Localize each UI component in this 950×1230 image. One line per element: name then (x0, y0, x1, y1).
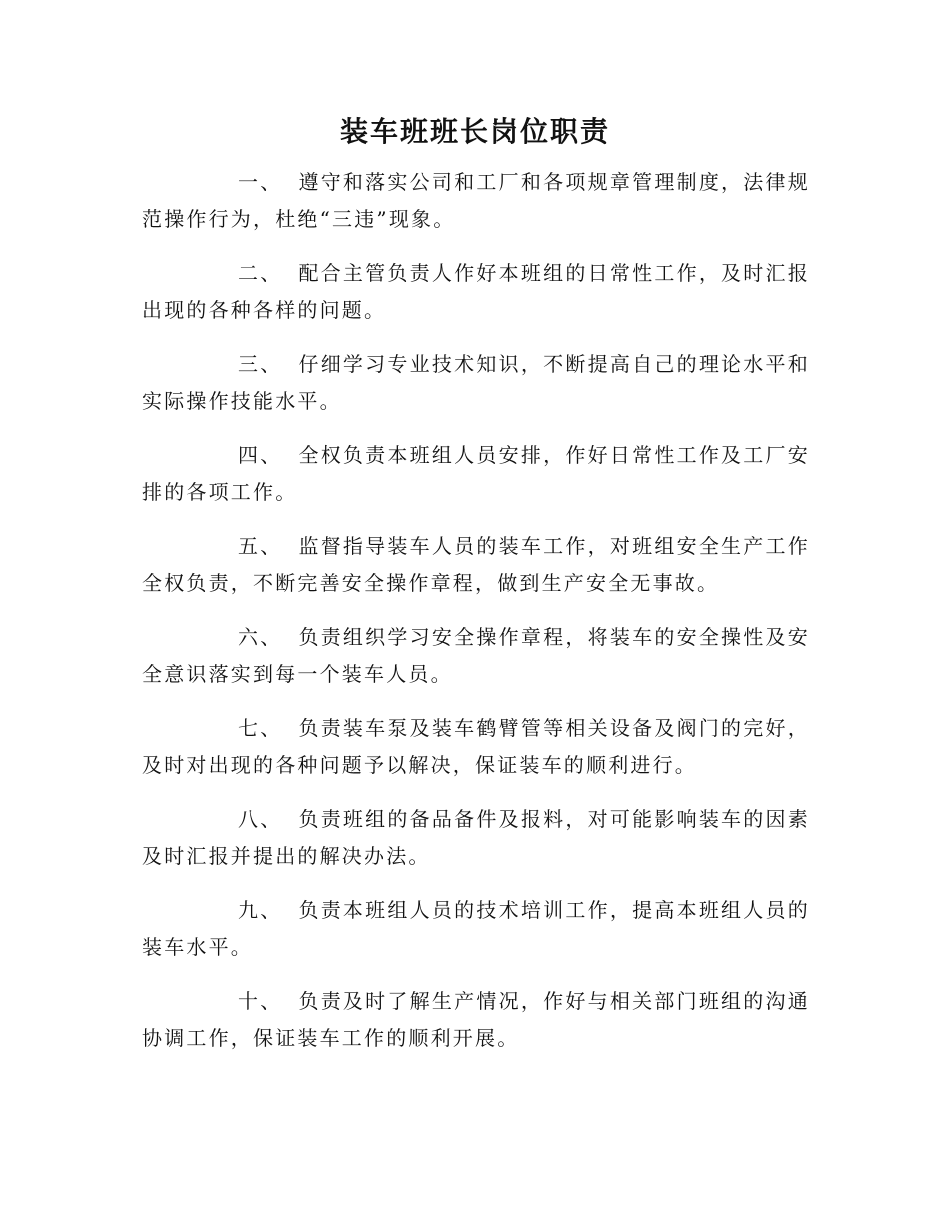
duty-item-7 (142, 710, 810, 784)
item-text: 监督指导装车人员的装车工作，对班组安全生产工作全权负责，不断完善安全操作章程，做到生产安全无事故。 (142, 534, 810, 595)
item-number: 一、 (238, 170, 283, 194)
item-text: 仔细学习专业技术知识，不断提高自己的理论水平和实际操作技能水平。 (142, 352, 810, 413)
item-number: 六、 (238, 625, 283, 649)
item-number: 五、 (238, 534, 283, 558)
item-number: 四、 (238, 443, 283, 467)
document-body (142, 164, 810, 1074)
duty-item-5 (142, 528, 810, 602)
duty-item-3 (142, 346, 810, 420)
duty-item-6 (142, 619, 810, 693)
item-text: 负责组织学习安全操作章程，将装车的安全操性及安全意识落实到每一个装车人员。 (142, 625, 810, 686)
item-text: 配合主管负责人作好本班组的日常性工作，及时汇报出现的各种各样的问题。 (142, 261, 810, 322)
item-text: 负责及时了解生产情况，作好与相关部门班组的沟通协调工作，保证装车工作的顺利开展。 (142, 989, 810, 1050)
item-number: 九、 (238, 898, 283, 922)
item-number: 七、 (238, 716, 283, 740)
duty-item-1 (142, 164, 810, 238)
item-text: 负责装车泵及装车鹤臂管等相关设备及阀门的完好，及时对出现的各种问题予以解决，保证装车的顺利进行。 (142, 716, 810, 777)
duty-item-9 (142, 892, 810, 966)
item-text: 全权负责本班组人员安排，作好日常性工作及工厂安排的各项工作。 (142, 443, 810, 504)
item-text: 负责班组的备品备件及报料，对可能影响装车的因素及时汇报并提出的解决办法。 (142, 807, 810, 868)
item-number: 二、 (238, 261, 283, 285)
item-number: 十、 (238, 989, 283, 1013)
item-text: 负责本班组人员的技术培训工作，提高本班组人员的装车水平。 (142, 898, 810, 959)
item-number: 八、 (238, 807, 283, 831)
item-text: 遵守和落实公司和工厂和各项规章管理制度，法律规范操作行为，杜绝“三违”现象。 (142, 170, 810, 231)
duty-item-2 (142, 255, 810, 329)
item-number: 三、 (238, 352, 283, 376)
duty-item-4 (142, 437, 810, 511)
document-title: 装车班班长岗位职责 (339, 115, 610, 148)
duty-item-8 (142, 801, 810, 875)
duty-item-10 (142, 983, 810, 1057)
